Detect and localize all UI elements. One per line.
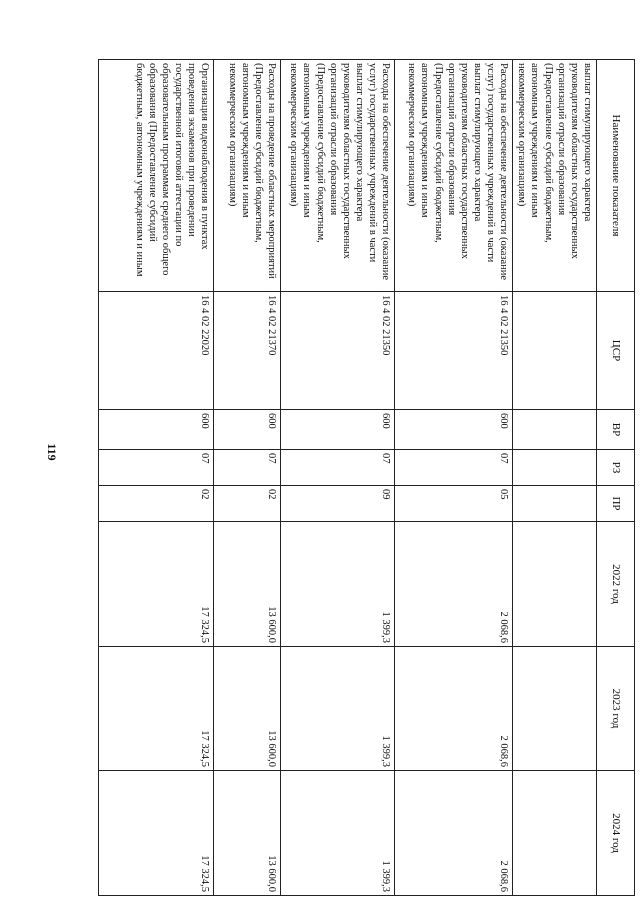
cell-2022 xyxy=(513,522,597,647)
cell-2022: 13 600,0 xyxy=(214,522,281,647)
cell-pr: 05 xyxy=(395,486,513,522)
cell-pr: 02 xyxy=(99,486,214,522)
header-vr: ВР xyxy=(597,410,635,450)
cell-rz: 07 xyxy=(281,450,395,486)
header-2022: 2022 год xyxy=(597,522,635,647)
table-row xyxy=(513,60,597,896)
cell-2024: 17 324,5 xyxy=(99,771,214,896)
budget-table xyxy=(98,59,635,896)
cell-pr: 09 xyxy=(281,486,395,522)
cell-name: Расходы на обеспечение деятельности (оказание услуг) государственных учреждений в части выплат стимулирующего характера руководителям областных государственных организаций отрасли образования (Предоставление субсидий бюджетным, автономным учреждениям и иным некоммерческим организациям) xyxy=(395,60,513,292)
cell-rz xyxy=(513,450,597,486)
cell-vr: 600 xyxy=(99,410,214,450)
page-number: 119 xyxy=(45,443,59,461)
rotated-table-container xyxy=(101,59,635,895)
cell-2022: 17 324,5 xyxy=(99,522,214,647)
header-2024: 2024 год xyxy=(597,771,635,896)
cell-csr: 16 4 02 21350 xyxy=(281,292,395,410)
cell-2024: 13 600,0 xyxy=(214,771,281,896)
table-header-row xyxy=(597,60,635,896)
cell-2022: 2 068,6 xyxy=(395,522,513,647)
cell-2023: 2 068,6 xyxy=(395,647,513,771)
table-row xyxy=(281,60,395,896)
cell-csr xyxy=(513,292,597,410)
header-2023: 2023 год xyxy=(597,647,635,771)
cell-2024 xyxy=(513,771,597,896)
cell-2023: 13 600,0 xyxy=(214,647,281,771)
cell-2023: 1 399,3 xyxy=(281,647,395,771)
cell-name: выплат стимулирующего характера руководителям областных государственных организаций отрасли образования (Предоставление субсидий бюджетным, автономным учреждениям и иным некоммерческим организациям) xyxy=(513,60,597,292)
cell-csr: 16 4 02 21370 xyxy=(214,292,281,410)
cell-name: Расходы на обеспечение деятельности (оказание услуг) государственных учреждений в части выплат стимулирующего характера руководителям областных государственных организаций отрасли образования (Предоставление субсидий бюджетным, автономным учреждениям и иным некоммерческим организациям) xyxy=(281,60,395,292)
cell-name: Расходы на проведение областных мероприятий (Предоставление субсидий бюджетным, автономным учреждениям и иным некоммерческим организациям) xyxy=(214,60,281,292)
cell-rz: 07 xyxy=(214,450,281,486)
header-name: Наименование показателя xyxy=(597,60,635,292)
cell-2023: 17 324,5 xyxy=(99,647,214,771)
cell-csr: 16 4 02 21350 xyxy=(395,292,513,410)
header-rz: РЗ xyxy=(597,450,635,486)
cell-vr xyxy=(513,410,597,450)
cell-2023 xyxy=(513,647,597,771)
cell-2024: 1 399,3 xyxy=(281,771,395,896)
table-row xyxy=(395,60,513,896)
cell-2024: 2 068,6 xyxy=(395,771,513,896)
cell-pr: 02 xyxy=(214,486,281,522)
cell-name: Организация видеонаблюдения в пунктах проведения экзаменов при проведении государственной итоговой аттестации по образовательным программам среднего общего образования (Предоставление субсидий бюджетным, автономным учреждениям и иным xyxy=(99,60,214,292)
header-pr: ПР xyxy=(597,486,635,522)
cell-rz: 07 xyxy=(395,450,513,486)
cell-csr: 16 4 02 22020 xyxy=(99,292,214,410)
cell-vr: 600 xyxy=(281,410,395,450)
table-row xyxy=(99,60,214,896)
cell-pr xyxy=(513,486,597,522)
cell-2022: 1 399,3 xyxy=(281,522,395,647)
table-row xyxy=(214,60,281,896)
cell-vr: 600 xyxy=(395,410,513,450)
cell-vr: 600 xyxy=(214,410,281,450)
header-csr: ЦСР xyxy=(597,292,635,410)
cell-rz: 07 xyxy=(99,450,214,486)
